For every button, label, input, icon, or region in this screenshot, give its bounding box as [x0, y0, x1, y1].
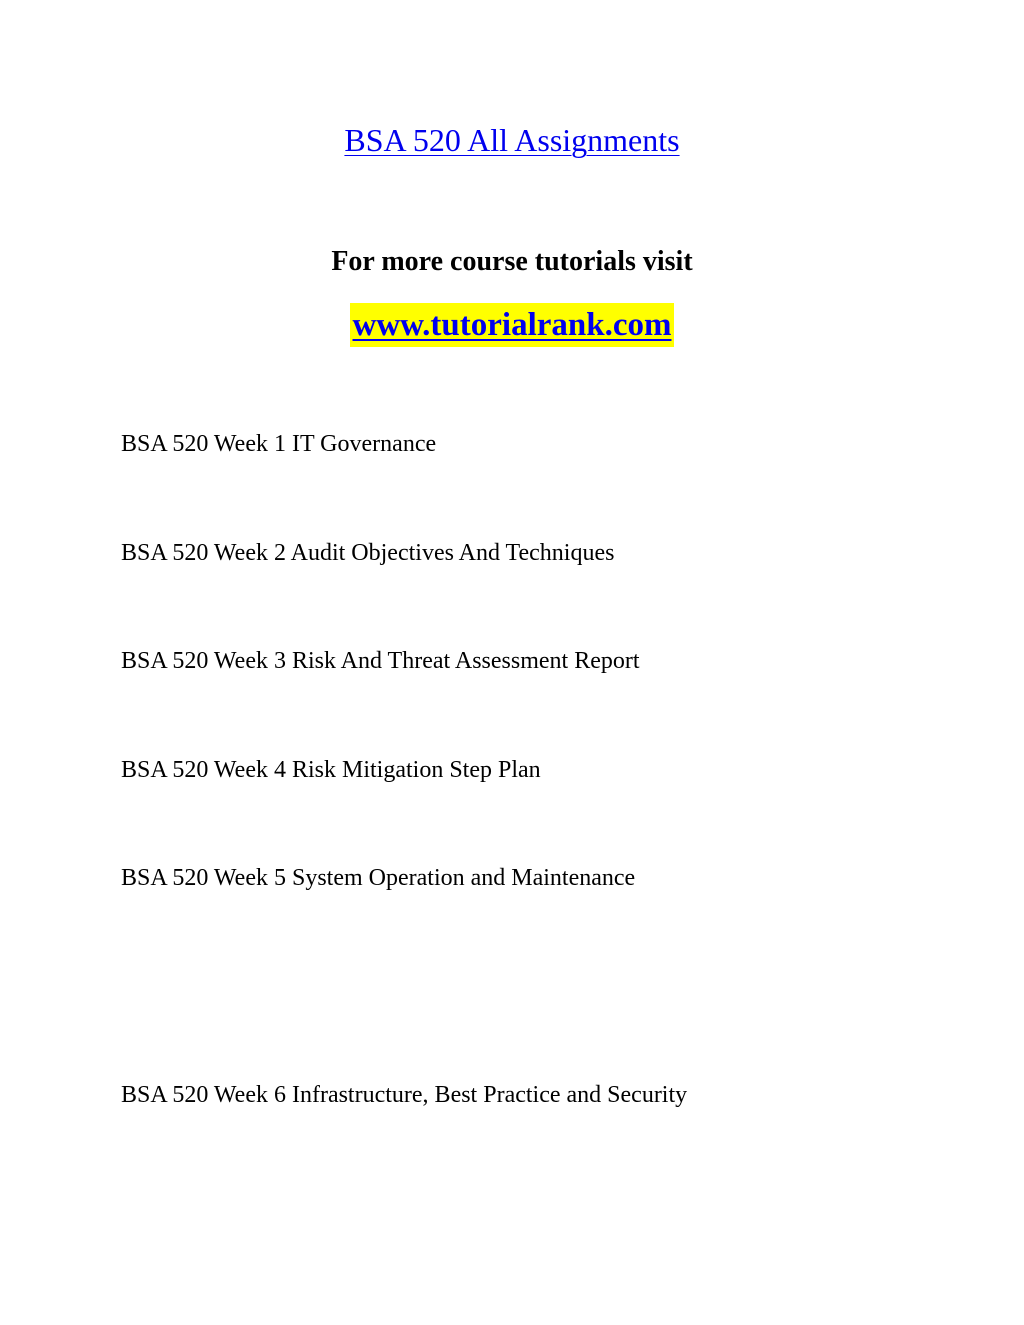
assignment-item-week-4: BSA 520 Week 4 Risk Mitigation Step Plan — [121, 757, 541, 783]
assignment-item-week-2: BSA 520 Week 2 Audit Objectives And Techniques — [121, 540, 615, 566]
assignment-item-week-5: BSA 520 Week 5 System Operation and Maintenance — [121, 865, 636, 891]
assignment-item-week-1: BSA 520 Week 1 IT Governance — [121, 431, 437, 457]
website-container — [0, 303, 1024, 347]
title-link[interactable]: BSA 520 All Assignments — [344, 122, 680, 158]
assignment-item-week-6: BSA 520 Week 6 Infrastructure, Best Practice and Security — [121, 1082, 688, 1108]
website-link[interactable]: www.tutorialrank.com — [350, 303, 675, 347]
promo-text: For more course tutorials visit — [331, 246, 693, 277]
assignment-item-week-3: BSA 520 Week 3 Risk And Threat Assessment Report — [121, 648, 640, 674]
